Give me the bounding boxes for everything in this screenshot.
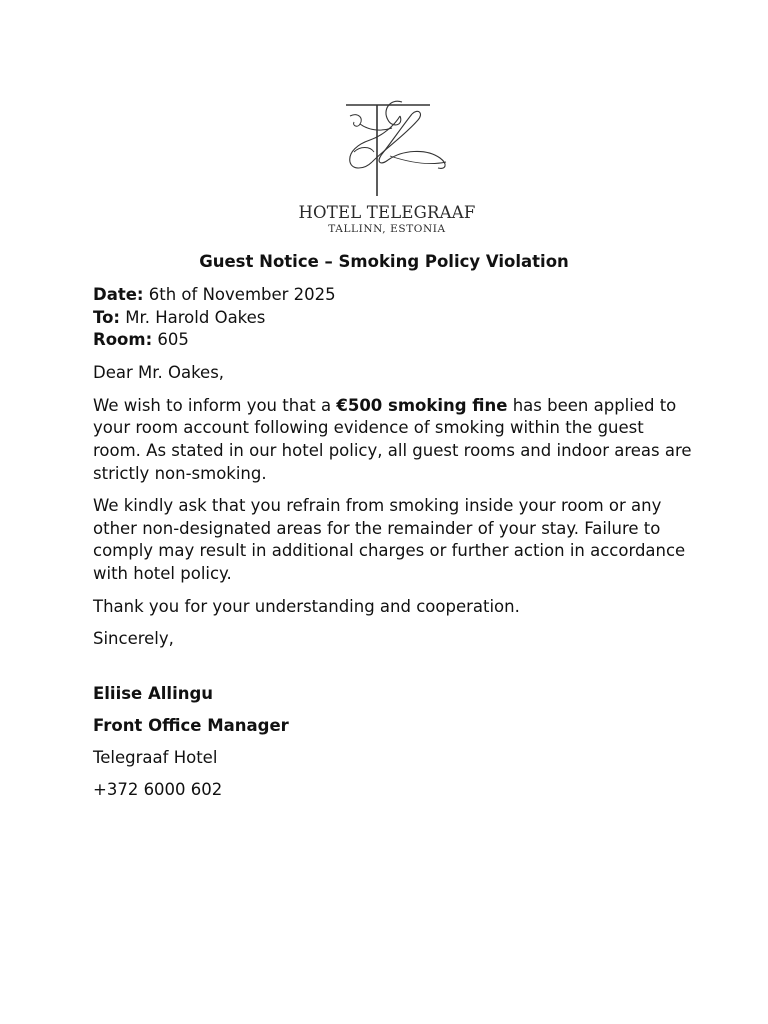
signatory-title: Front Office Manager bbox=[93, 715, 289, 735]
closing: Sincerely, bbox=[93, 629, 174, 649]
thanks-paragraph: Thank you for your understanding and cooperation. bbox=[93, 596, 520, 616]
fine-paragraph bbox=[93, 395, 693, 485]
hotel-brand-location: TALLINN, ESTONIA bbox=[328, 223, 446, 235]
signatory-organization: Telegraaf Hotel bbox=[93, 748, 218, 767]
letter-content bbox=[93, 284, 693, 802]
recipient-label: To: bbox=[93, 307, 120, 327]
hotel-brand-name: HOTEL TELEGRAAF bbox=[298, 203, 476, 222]
date-label: Date: bbox=[93, 285, 144, 304]
signatory-name: Eliise Allingu bbox=[93, 683, 214, 703]
signatory-phone: +372 6000 602 bbox=[93, 780, 223, 800]
recipient-value: Mr. Harold Oakes bbox=[125, 307, 266, 327]
room-value: 605 bbox=[157, 330, 189, 350]
notice-title: Guest Notice – Smoking Policy Violation bbox=[199, 252, 569, 271]
room-line bbox=[93, 329, 693, 352]
date-value: 6th of November 2025 bbox=[148, 285, 336, 304]
fine-paragraph-intro: We wish to inform you that a bbox=[93, 395, 337, 415]
date-line bbox=[93, 284, 693, 307]
salutation: Dear Mr. Oakes, bbox=[93, 363, 225, 383]
recipient-line bbox=[93, 307, 693, 330]
room-label: Room: bbox=[93, 330, 153, 350]
fine-paragraph-rest: has been applied to your room account following evidence of smoking within the guest room. As stated in our hotel policy, all guest rooms and indoor areas are strictly non-smoking. bbox=[93, 395, 692, 483]
request-paragraph: We kindly ask that you refrain from smoking inside your room or any other non-designated areas for the remainder of your stay. Failure to comply may result in additional charges or further action in accordance with hotel policy. bbox=[93, 496, 686, 584]
fine-amount: €500 smoking fine bbox=[336, 395, 508, 415]
telegraaf-ribbon-logo-icon bbox=[330, 96, 460, 206]
